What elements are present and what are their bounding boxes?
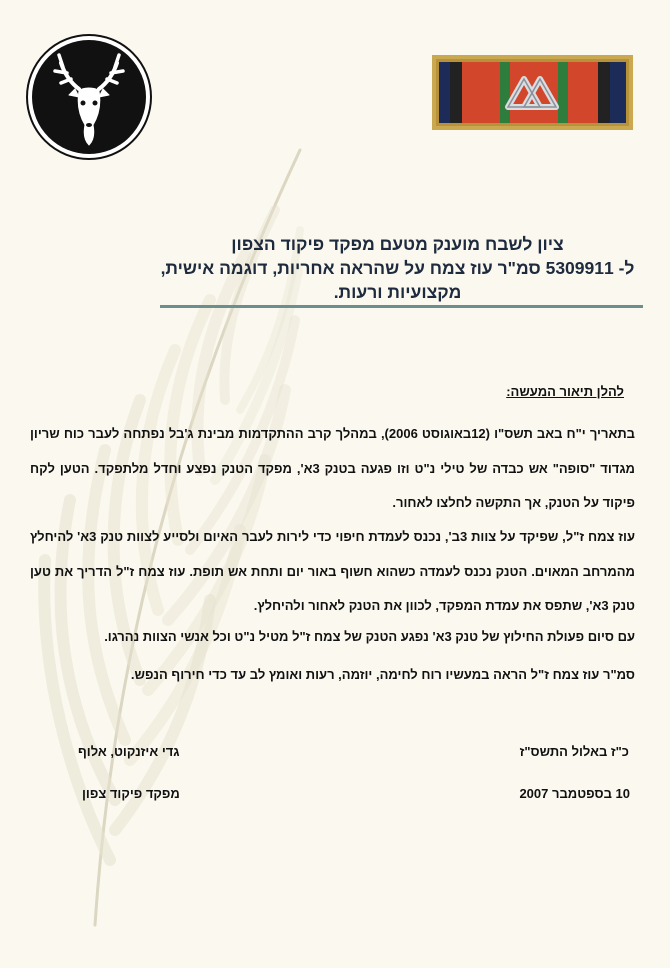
body-paragraph-4: סמ"ר עוז צמח ז"ל הראה במעשיו רוח לחימה, יוזמה, רעות ואומץ לב עד כדי חירוף הנפש.	[130, 667, 635, 682]
citation-ribbon-icon	[432, 55, 633, 130]
gregorian-date: 10 בספטמבר 2007	[519, 786, 630, 801]
body-paragraph-1: בתאריך י"ח באב תשס"ו (12באוגוסט 2006), במהלך קרב ההתקדמות מבינת ג'בל נפתחה לעבר כוח שריון מגדוד "סופה" אש כבדה של טילי נ"ט וזו פגעה בטנק 3א', מפקד הטנק נפצע וחדל מלתפקד. הטען לקח פיקוד על הטנק, אך התקשה לחלצו לאחור.	[30, 426, 636, 510]
citation-values-line: מקצועיות ורעות.	[333, 282, 462, 302]
signer-title: מפקד פיקוד צפון	[82, 786, 180, 801]
citation-recipient-line: ל- 5309911 סמ"ר עוז צמח על שהראה אחריות, דוגמה אישית,	[160, 258, 635, 278]
body-paragraph-2: עוז צמח ז"ל, שפיקד על צוות 3ב', נכנס לעמדת חיפוי כדי לירות לעבר האיום ולסייע לצוות טנק 3א' להיחלץ מהמרחב המאוים. הטנק נכנס לעמדה כשהוא חשוף באור יום ותחת אש תופת. עוז צמח ז"ל הדריך את טען טנק 3א', שתפס את עמדת המפקד, לכוון את הטנק לאחור ולהיחלץ.	[30, 529, 636, 613]
citation-title: ציון לשבח מוענק מטעם מפקד פיקוד הצפון	[231, 234, 564, 254]
body-paragraph-3: עם סיום פעולת החילוץ של טנק 3א' נפגע הטנק של צמח ז"ל מטיל נ"ט וכל אנשי הצוות נהרגו.	[104, 629, 635, 644]
signer-name: גדי איזנקוט, אלוף	[78, 744, 180, 759]
header-divider	[160, 305, 643, 308]
deer-head-emblem-icon	[25, 33, 153, 161]
hebrew-date: כ"ז באלול התשס"ז	[519, 744, 629, 759]
description-subheading: להלן תיאור המעשה:	[506, 384, 624, 399]
